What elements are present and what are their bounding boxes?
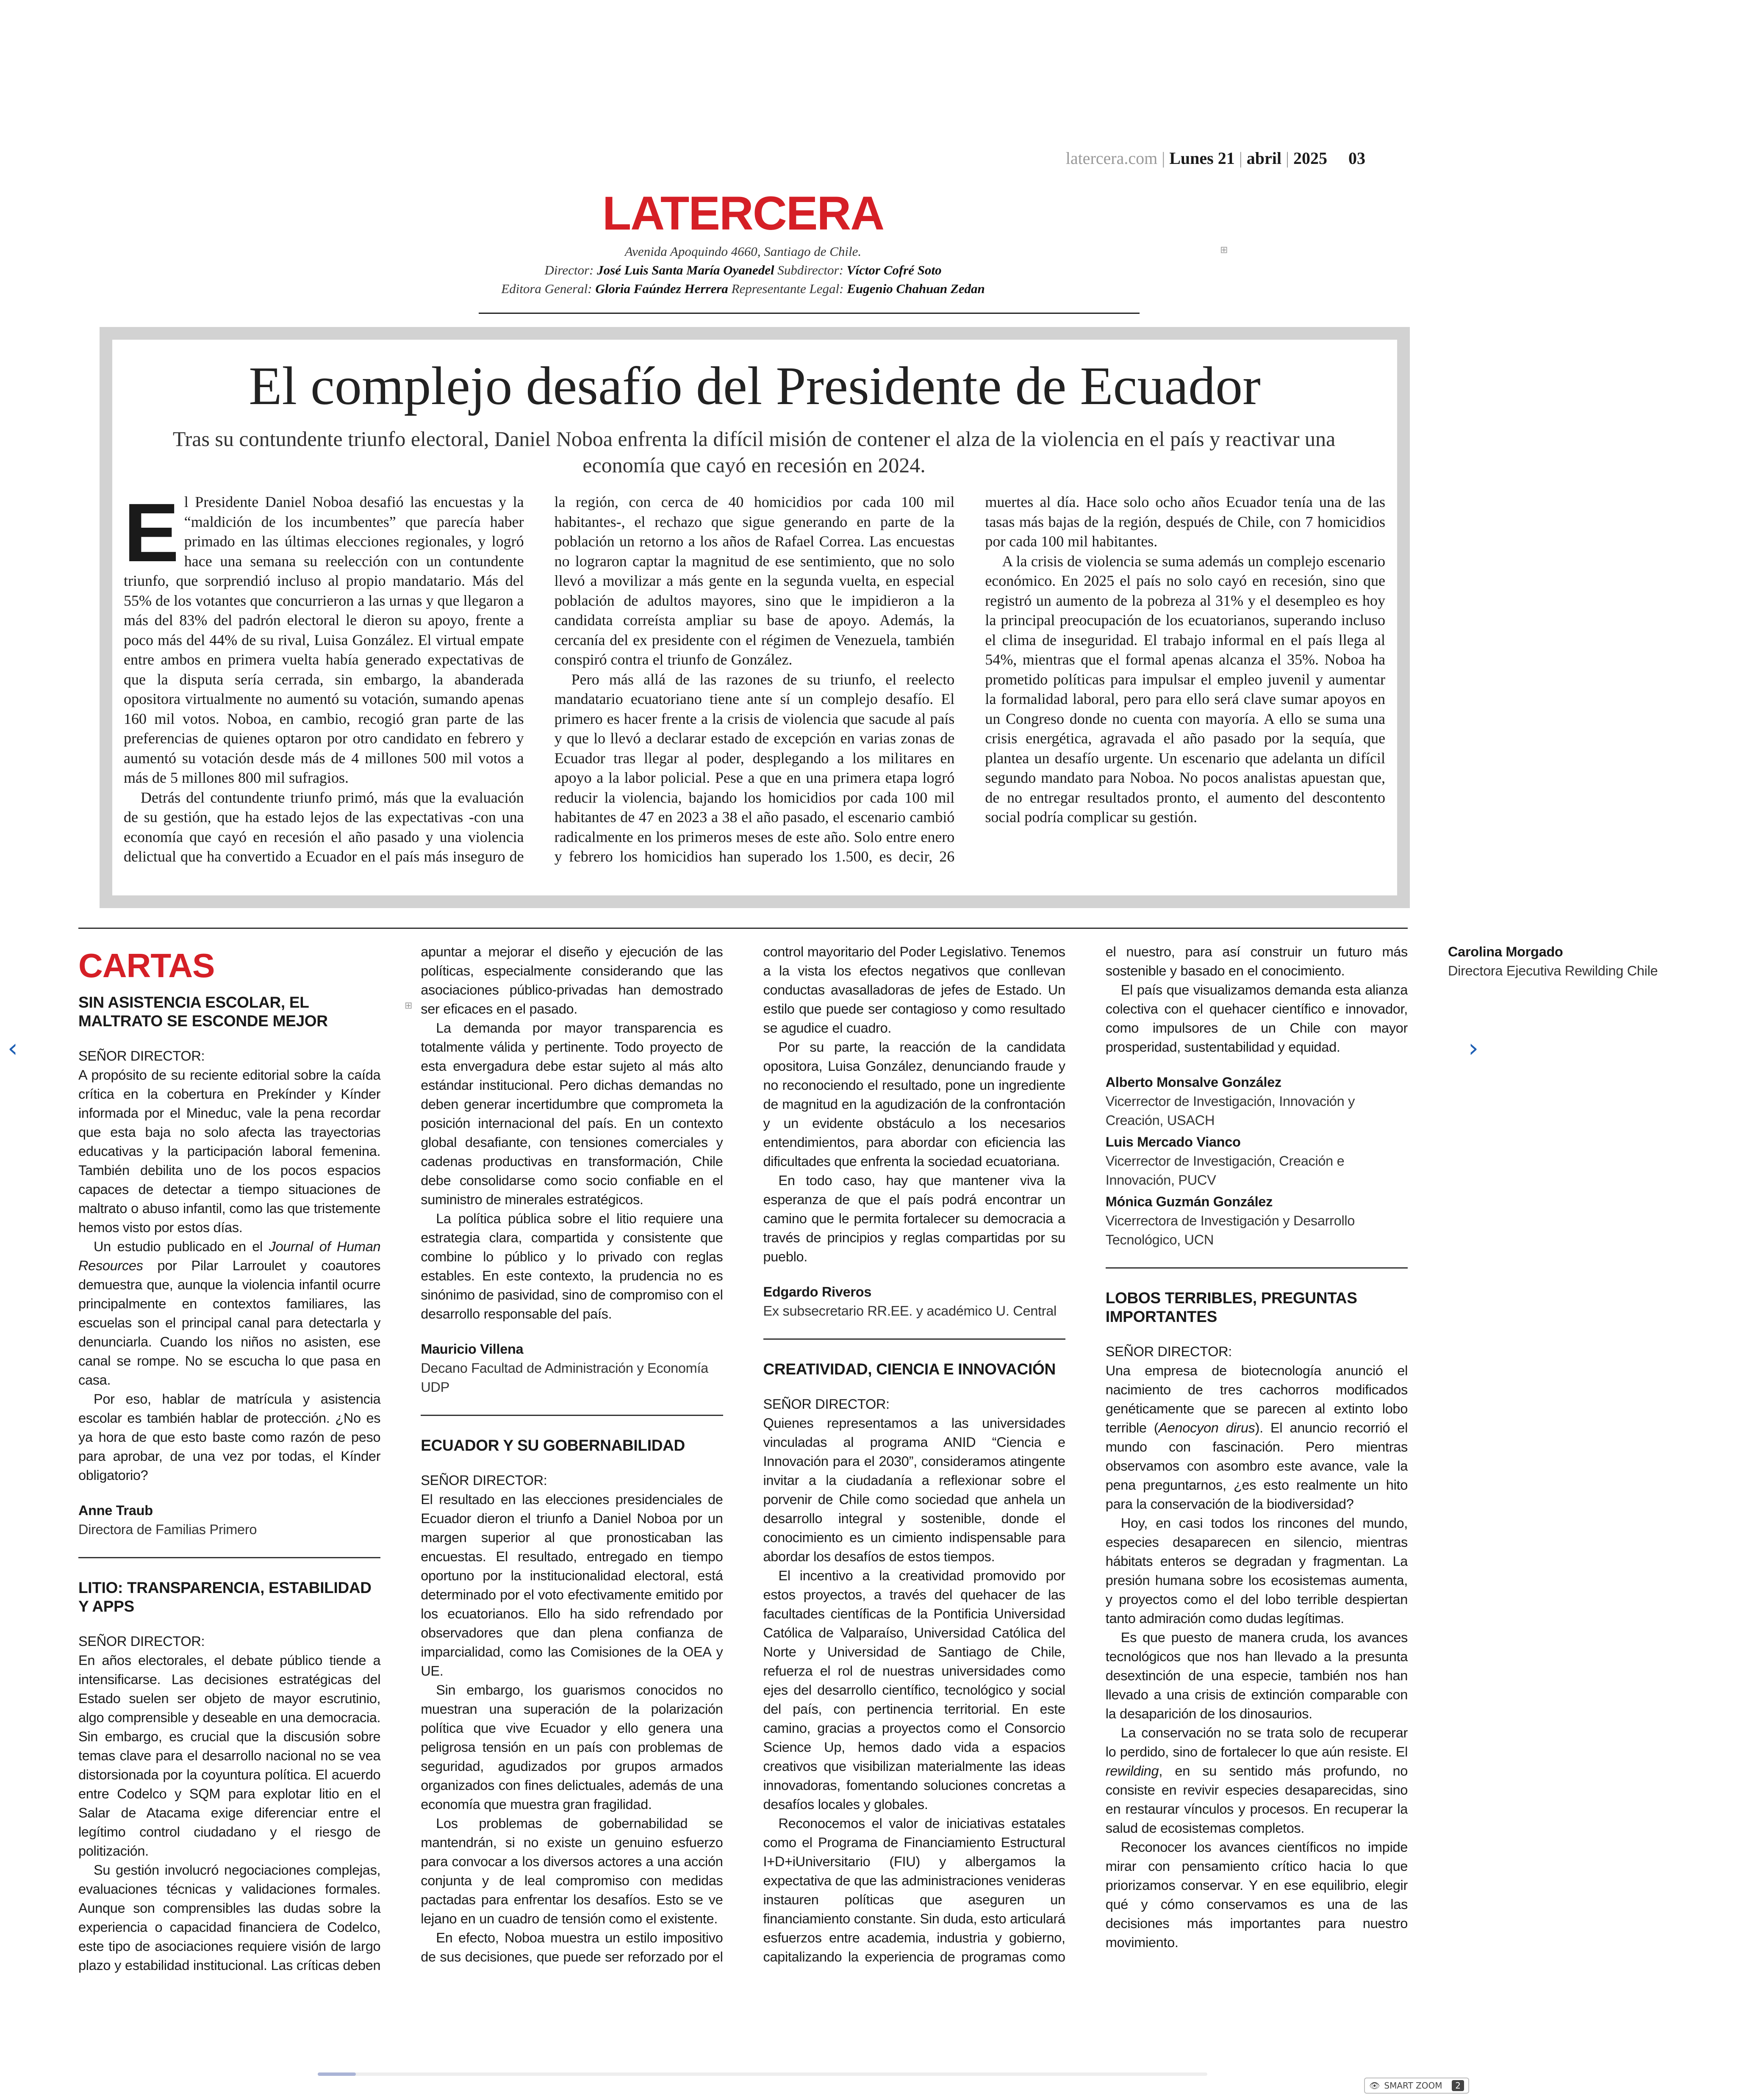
scrollbar-thumb[interactable]	[318, 2072, 356, 2076]
letter-paragraph: Reconocemos el valor de iniciativas estatales como el Programa de Financiamiento Estructural I+D+iUniversitario (FIU) y albergamos la expectativa de que las administraciones venideras instauren políticas que aseguren un financiamiento constante. Sin duda, esto articulará esfuerzos entre academia, industria y gobierno, capitalizando la experiencia de programas como el nuestro, para así construir un futuro más sostenible y basado en el conocimiento.	[763, 944, 1408, 1964]
letter-signer-role: Vicerrectora de Investigación y Desarrollo Tecnológico, UCN	[1105, 1213, 1355, 1247]
letter-paragraph: Hoy, en casi todos los rincones del mundo, especies desaparecen en silencio, mientras hábitats enteros se degradan y fragmentan. La presión humana sobre los ecosistemas aumenta, y proyectos como el del lobo terrible despiertan tanto admiración como dudas legítimas.	[1105, 1515, 1408, 1626]
salutation: SEÑOR DIRECTOR:	[78, 1048, 205, 1064]
letter-paragraph: La demanda por mayor transparencia es totalmente válida y pertinente. Todo proyecto de esta envergadura debe estar sujeto al más alto estándar institucional. Pero dichas demandas no deben generar incertidumbre que comprometa la posición internacional del país. En un contexto global desafiante, con tensiones comerciales y cadenas productivas en transformación, Chile debe consolidarse como socio confiable en el suministro de minerales estratégicos.	[421, 1020, 723, 1207]
section-rule	[78, 928, 1408, 929]
letter-title: SIN ASISTENCIA ESCOLAR, EL MALTRATO SE ESCONDE MEJOR	[78, 994, 328, 1030]
director-name: José Luis Santa María Oyanedel	[597, 263, 774, 277]
note-icon[interactable]: ⊞	[1220, 245, 1228, 255]
letter-paragraph: Por su parte, la reacción de la candidata opositora, Luisa González, denunciando fraude y no reconociendo el resultado, pone un ingrediente de magnitud en la agudización de la confrontación y un evidente obstáculo a los necesarios entendimientos, para abordar con eficiencia las dificultades que enfrenta la sociedad ecuatoriana.	[763, 1039, 1065, 1169]
staff-box: Avenida Apoquindo 4660, Santiago de Chile. Director: José Luis Santa María Oyanedel Subdirector: Víctor Cofré Soto Editora General: Gloria Faúndez Herrera Representante Legal: Eugenio Chahuan Zedan	[501, 244, 985, 296]
editorial-body: El Presidente Daniel Noboa desafió las encuestas y la “maldición de los incumbentes” que parecía haber primado en las últimas elecciones regionales, y logró hace una semana su reelección con un contundente triunfo, que sorprendió incluso al propio mandatario. Más del 55% de los votantes que concurrieron a las urnas y que llegaron a más del 83% del padrón electoral le dieron su apoyo, frente a poco más del 44% de su rival, Luisa González. El virtual empate entre ambos en primera vuelta había generado expectativas de que la disputa sería cerrada, sin embargo, la abanderada opositora virtualmente no aumentó su votación, sumando apenas 160 mil votos. Noboa, en cambio, recogió gran parte de las preferencias de quienes optaron por otro candidato en febrero y aumentó su votación desde más de 4 millones 500 mil votos a más de 5 millones 800 mil sufragios. Detrás del contundente triunfo primó, más que la evaluación de su gestión, que ha estado lejos de las expectativas -con una economía que cayó en recesión el año pasado y una violencia delictual que ha convertido a Ecuador en el país más inseguro de la región, con cerca de 40 homicidios por cada 100 mil habitantes-, el rechazo que sigue generando en parte de la población un retorno a los años de Rafael Correa. Las encuestas no lograron captar la magnitud de ese sentimiento, que no solo llevó a movilizar a más gente en la segunda vuelta, en especial población de adultos mayores, sino que le impidieron a la candidata correísta ampliar su base de apoyo. Además, la cercanía del ex presidente con el régimen de Venezuela, también conspiró contra el triunfo de González. Pero más allá de las razones de su triunfo, el reelecto mandatario ecuatoriano tiene ante sí un complejo desafío. El primero es hacer frente a la crisis de violencia que sacude al país y que lo llevó a declarar estado de excepción en varias zonas de Ecuador tras llegar al poder, desplegando a los militares en apoyo a la labor policial. Pese a que en una primera etapa logró reducir la violencia, bajando los homicidios por cada 100 mil habitantes de 47 en 2023 a 38 el año pasado, el escenario cambió radicalmente en los primeros meses de este año. Solo entre enero y febrero los homicidios han superado los 1.500, es decir, 26 muertes al día. Hace solo ocho años Ecuador tenía una de las tasas más bajas de la región, después de Chile, con 7 homicidios por cada 100 mil habitantes. A la crisis de violencia se suma además un complejo escenario económico. En 2025 el país no solo cayó en recesión, sino que registró un aumento de la pobreza al 31% y el desempleo es hoy la principal preocupación de los ecuatorianos, superando incluso el clima de inseguridad. El trabajo informal en el país llega al 54%, mientras que el formal apenas alcanza el 35%. Noboa ha prometido políticas para impulsar el empleo juvenil y aumentar la formalidad laboral, pero para ello será clave sumar apoyos en un Congreso donde no cuenta con mayoría. A ello se suma una crisis energética, agravada el año pasado por la sequía, que plantea un desafío urgente. Un escenario que adelanta un difícil segundo mandato para Noboa. No pocos analistas apuestan que, de no entregar resultados pronto, el aumento del descontento social podría complicar su gestión.	[124, 492, 1385, 886]
letter-signer-role: Vicerrector de Investigación, Innovación y Creación, USACH	[1105, 1094, 1355, 1128]
letter-paragraph: El resultado en las elecciones presidenciales de Ecuador dieron el triunfo a Daniel Noboa por un margen superior al que pronosticaban las encuestas. El resultado, entregado en tiempo oportuno por la institucionalidad electoral, está determinado por el voto efectivamente emitido por los ecuatorianos. Ello ha sido refrendado por observadores que dan plena confianza de imparcialidad, como las Comisiones de la OEA y UE.	[421, 1492, 723, 1679]
salutation: SEÑOR DIRECTOR:	[421, 1473, 547, 1488]
letter-paragraph: Los problemas de gobernabilidad se mantendrán, si no existe un genuino esfuerzo para convocar a los diversos actores a una acción conjunta y de leal compromiso con medidas pactadas para enfrentar los desafíos. Esto se ve lejano en un cuadro de tensión como el existente.	[421, 1816, 723, 1926]
folio-day: Lunes 21	[1169, 149, 1235, 168]
letter-signer-role: Directora de Familias Primero	[78, 1522, 257, 1537]
letter-paragraph: Sin embargo, los guarismos conocidos no muestran una superación de la polarización política que vive Ecuador y ello genera una peligrosa tensión en un país con problemas de seguridad, agudizados por grupos armados organizados con fines delictuales, además de una economía que muestra gran fragilidad.	[421, 1682, 723, 1812]
folio-year: 2025	[1293, 149, 1327, 168]
letter-paragraph: Quienes representamos a las universidades vinculadas al programa ANID “Ciencia e Innovación para el 2030”, consideramos atingente invitar a la ciudadanía a reflexionar sobre el porvenir de Chile como sociedad que anhela un desarrollo integral y sostenible, donde el conocimiento es un cimiento indispensable para abordar los desafíos de estos tiempos.	[763, 1416, 1065, 1564]
letter-paragraph: Un estudio publicado en el Journal of Human Resources por Pilar Larroulet y coautores demuestra que, aunque la violencia infantil ocurre principalmente en contextos familiares, las escuelas son el principal canal para detectarla y denunciarla. Cuando los niños no asisten, ese canal se rompe. No se escucha lo que pasa en casa.	[78, 1239, 381, 1388]
letter-signer-role: Directora Ejecutiva Rewilding Chile	[1448, 963, 1658, 978]
smart-zoom-label: SMART ZOOM	[1384, 2081, 1442, 2091]
address: Avenida Apoquindo 4660, Santiago de Chile.	[624, 244, 862, 259]
letter-paragraph: El incentivo a la creatividad promovido por estos proyectos, a través del quehacer de las facultades científicas de la Pontificia Universidad Católica de Valparaíso, Universidad Católica del Norte y Universidad de Santiago de Chile, refuerza el rol de nuestras universidades como ejes del desarrollo científico, tecnológico y social del país, con pertinencia territorial. En este camino, gracias a proyectos como el Consorcio Science Up, hemos dado vida a espacios creativos que visibilizan materialmente las ideas innovadoras, fomentando soluciones concretas a desafíos locales y globales.	[763, 1568, 1065, 1812]
letter-signer: Carolina Morgado	[1448, 944, 1563, 959]
divider	[421, 1415, 723, 1416]
subdirector-name: Víctor Cofré Soto	[846, 263, 942, 277]
letter-signer-role: Vicerrector de Investigación, Creación e Innovación, PUCV	[1105, 1153, 1345, 1188]
letter-signer: Mauricio Villena	[421, 1341, 524, 1357]
salutation: SEÑOR DIRECTOR:	[1105, 1344, 1232, 1359]
eye-icon: 👁	[1369, 2081, 1380, 2091]
letter-title: CREATIVIDAD, CIENCIA E INNOVACIÓN	[763, 1360, 1056, 1378]
editorial-paragraph: Detrás del contundente triunfo primó, más que la evaluación de su gestión, que ha estado lejos de las expectativas -con una economía que cayó en recesión el año pasado y una violencia delictual que ha convertido a Ecuador en el país más inseguro de la región, con cerca de 40 homicidios por cada 100 mil habitantes-, el rechazo que sigue generando en parte de la población un retorno a los años de Rafael Correa. Las encuestas no lograron captar la magnitud de ese sentimiento, que no solo llevó a movilizar a más gente en la segunda vuelta, en especial población de adultos mayores, sino que le impidieron a la candidata correísta ampliar su base de apoyo. Además, la cercanía del ex presidente con el régimen de Venezuela, también conspiró contra el triunfo de González.	[124, 493, 955, 865]
masthead-rule	[479, 313, 1140, 314]
page-number: 03	[1348, 149, 1365, 168]
newspaper-logo: LATERCERA	[602, 187, 884, 240]
editorial-paragraph: Pero más allá de las razones de su triunfo, el reelecto mandatario ecuatoriano tiene ante sí un complejo desafío. El primero es hacer frente a la crisis de violencia que sacude al país y que lo llevó a declarar estado de excepción en varias zonas de Ecuador tras llegar al poder, desplegando a los militares en apoyo a la labor policial. Pese a que en una primera etapa logró reducir la violencia, bajando los homicidios por cada 100 mil habitantes de 47 en 2023 a 38 el año pasado, el escenario cambió radicalmente en los primeros meses de este año. Solo entre enero y febrero los homicidios han superado los 1.500, es decir, 26 muertes al día. Hace solo ocho años Ecuador tenía una de las tasas más bajas de la región, después de Chile, con 7 homicidios por cada 100 mil habitantes.	[554, 493, 1385, 865]
note-icon[interactable]: ⊞	[405, 1000, 413, 1011]
drop-cap: E	[124, 486, 179, 579]
letter-paragraph: Su gestión involucró negociaciones complejas, evaluaciones técnicas y validaciones formales. Aunque son comprensibles las dudas sobre la experiencia o capacidad financiera de Codelco, este tipo de asociaciones requiere visión de largo plazo y estabilidad institucional. Las críticas deben apuntar a mejorar el diseño y ejecución de las políticas, especialmente considerando que las asociaciones público-privadas han demostrado ser eficaces en el pasado.	[78, 944, 723, 1973]
horizontal-scrollbar[interactable]	[318, 2072, 1207, 2076]
letter-paragraph: La política pública sobre el litio requiere una estrategia clara, compartida y consistente que combine lo público y lo privado con reglas estables. En este contexto, la prudencia no es sinónimo de pasividad, sino de compromiso con el desarrollo responsable del país.	[421, 1211, 723, 1322]
salutation: SEÑOR DIRECTOR:	[763, 1396, 890, 1412]
next-page-arrow-icon[interactable]: ›	[1468, 1033, 1478, 1063]
divider	[1106, 1267, 1408, 1269]
letter-paragraph: La conservación no se trata solo de recuperar lo perdido, sino de fortalecer lo que aún resiste. El rewilding, en su sentido más profundo, no consiste en revivir especies desaparecidas, sino en restaurar vínculos y procesos. En recuperar la salud de ecosistemas completos.	[1105, 1725, 1408, 1836]
smart-zoom-badge: 2	[1452, 2080, 1464, 2091]
prev-page-arrow-icon[interactable]: ‹	[8, 1033, 18, 1063]
letter-title: ECUADOR Y SU GOBERNABILIDAD	[421, 1437, 685, 1454]
salutation: SEÑOR DIRECTOR:	[78, 1634, 205, 1649]
editorial-subtitle: Tras su contundente triunfo electoral, Daniel Noboa enfrenta la difícil misión de contener el alza de la violencia en el país y reactivar una economía que cayó en recesión en 2024.	[172, 427, 1336, 477]
letter-signer: Mónica Guzmán González	[1105, 1194, 1273, 1209]
folio: latercera.com | Lunes 21 | abril | 2025 03	[1065, 149, 1365, 168]
letters-section	[78, 942, 1658, 1984]
letter-paragraph: En efecto, Noboa muestra un estilo impositivo de sus decisiones, que puede ser reforzado por el control mayoritario del Poder Legislativo. Tenemos a la vista los efectos negativos que conllevan conductas avasalladoras de jefes de Estado. Un estilo que puede ser contagioso y como resultado se agudice el cuadro.	[421, 944, 1065, 1964]
folio-site: latercera.com	[1065, 149, 1158, 168]
letter-paragraph: Es que puesto de manera cruda, los avances tecnológicos que nos han llevado a la presunta desextinción de una especie, también nos han llevado a una crisis de extinción comparable con la desaparición de los dinosaurios.	[1105, 1630, 1408, 1721]
letter-paragraph: Una empresa de biotecnología anunció el nacimiento de tres cachorros modificados genéticamente que se parecen al extinto lobo terrible (Aenocyon dirus). El anuncio recorrió el mundo con fascinación. Pero mientras observamos con asombro este avance, vale la pena preguntarnos, ¿es esto realmente un hito para la conservación de la biodiversidad?	[1105, 1363, 1408, 1512]
editorial-title: El complejo desafío del Presidente de Ecuador	[249, 356, 1261, 416]
letter-signer: Alberto Monsalve González	[1105, 1075, 1281, 1090]
letter-paragraph: Por eso, hablar de matrícula y asistencia escolar es también hablar de protección. ¿No es ya hora de que esto baste como razón de peso para aprobar, de una vez por todas, el Kínder obligatorio?	[78, 1391, 381, 1483]
letter-signer-role: Decano Facultad de Administración y Economía UDP	[421, 1360, 708, 1395]
editora-name: Gloria Faúndez Herrera	[595, 281, 728, 296]
divider	[763, 1338, 1065, 1340]
letter-title: LITIO: TRANSPARENCIA, ESTABILIDAD Y APPS	[78, 1579, 372, 1615]
letter-paragraph: El país que visualizamos demanda esta alianza colectiva con el quehacer científico e innovador, como impulsores de un Chile con mayor prosperidad, sustentabilidad y equidad.	[1105, 982, 1408, 1055]
section-title: CARTAS	[78, 947, 215, 984]
letter-signer-role: Ex subsecretario RR.EE. y académico U. Central	[763, 1303, 1057, 1319]
legal-rep-name: Eugenio Chahuan Zedan	[847, 281, 985, 296]
editorial-paragraph: A la crisis de violencia se suma además un complejo escenario económico. En 2025 el país no solo cayó en recesión, sino que registró un aumento de la pobreza al 31% y el desempleo es hoy la principal preocupación de los ecuatorianos, superando incluso el clima de inseguridad. El trabajo informal en el país llega al 54%, mientras que el formal apenas alcanza el 35%. Noboa ha prometido políticas para impulsar el empleo juvenil y aumentar la formalidad laboral, pero para ello será clave sumar apoyos en un Congreso donde no cuenta con mayoría. A ello se suma una crisis energética, agravada el año pasado por la sequía, que plantea un desafío urgente. Un escenario que adelanta un difícil segundo mandato para Noboa. No pocos analistas apuestan que, de no entregar resultados pronto, el aumento del descontento social podría complicar su gestión.	[985, 552, 1385, 826]
letter-paragraph: En años electorales, el debate público tiende a intensificarse. Las decisiones estratégicas del Estado suelen ser objeto de mayor escrutinio, algo comprensible y deseable en una democracia. Sin embargo, es crucial que la discusión sobre temas clave para el desarrollo nacional no se vea distorsionada por la coyuntura política. El acuerdo entre Codelco y SQM para explotar litio en el Salar de Atacama exige diferenciar entre el legítimo control ciudadano y el riesgo de politización.	[78, 1653, 381, 1859]
smart-zoom-button[interactable]	[1364, 2078, 1469, 2094]
letter-signer: Anne Traub	[78, 1503, 153, 1518]
divider	[78, 1557, 380, 1558]
letter-paragraph: A propósito de su reciente editorial sobre la caída crítica en la cobertura en Prekínder y Kínder informada por el Mineduc, vale la pena recordar que esta baja no solo afecta las trayectorias educativas y la participación laboral femenina. También debilita uno de los pocos espacios capaces de detectar a tiempo situaciones de maltrato o abuso infantil, como las que tristemente hemos visto por estos días.	[78, 1067, 381, 1235]
letter-signer: Luis Mercado Vianco	[1105, 1134, 1241, 1150]
folio-month: abril	[1246, 149, 1281, 168]
letter-signer: Edgardo Riveros	[763, 1284, 872, 1299]
letter-title: LOBOS TERRIBLES, PREGUNTAS IMPORTANTES	[1105, 1289, 1357, 1325]
letter-paragraph: Reconocer los avances científicos no impide mirar con pensamiento crítico hacia lo que priorizamos conservar. Y en ese equilibrio, elegir qué y cómo conservamos es una de las decisiones más importantes para nuestro movimiento.	[1105, 1840, 1408, 1950]
letter-paragraph: En todo caso, hay que mantener viva la esperanza de que el país podrá encontrar un camino que le permita fortalecer su democracia a través de principios y reglas compartidas por su pueblo.	[763, 1173, 1065, 1264]
